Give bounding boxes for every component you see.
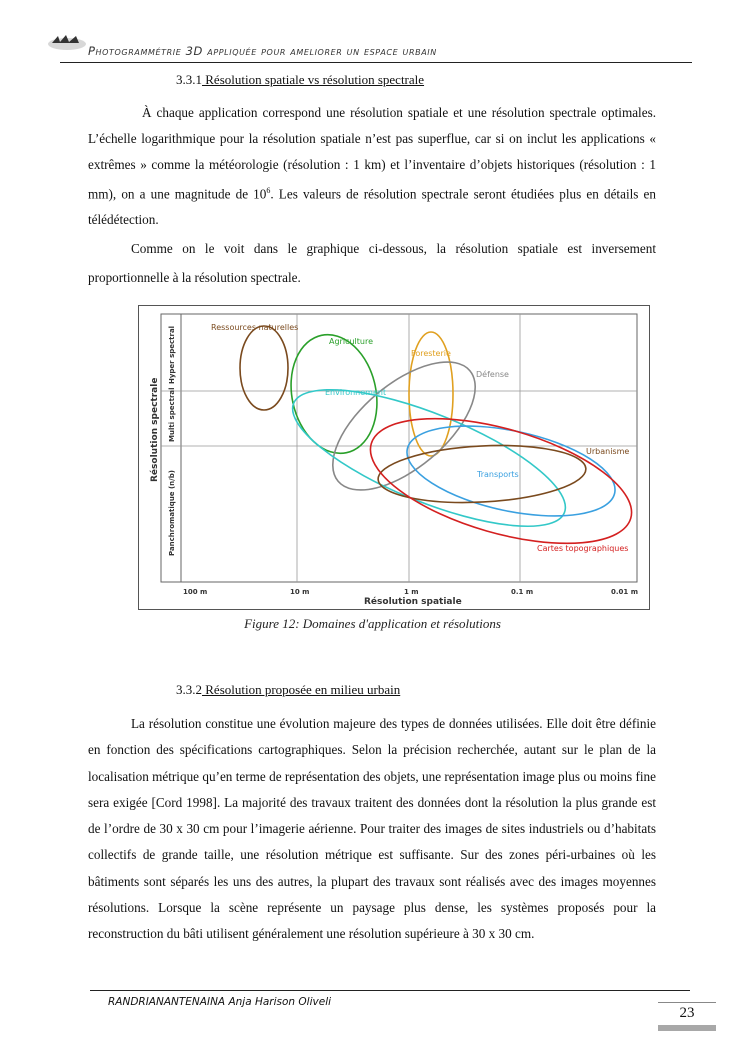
y-band-label: Panchromatique (n/b)	[168, 470, 176, 556]
label-agriculture: Agriculture	[329, 337, 373, 346]
plot-area	[161, 314, 637, 582]
paragraph-text-end: . Les valeurs de résolution spectrale seront étudiées plus en détails en télédétection.	[88, 186, 656, 228]
page-number-bar	[658, 1025, 716, 1031]
x-tick-label: 0.1 m	[511, 588, 534, 596]
y-band-label: Multi spectral	[168, 387, 176, 442]
label-cartes-topographiques: Cartes topographiques	[537, 544, 629, 553]
header-title: Photogrammétrie 3D appliquée pour ameliorer un espace urbain	[88, 44, 437, 58]
section-number: 3.3.1	[176, 72, 202, 87]
section-number: 3.3.2	[176, 682, 202, 697]
label-foresterie: Foresterie	[411, 349, 451, 358]
section-heading-3-3-1	[176, 72, 424, 88]
y-axis-label: Résolution spectrale	[150, 377, 160, 482]
paragraph-urban-resolution: La résolution constitue une évolution majeure des types de données utilisées. Elle doit être définie en fonction des spécifications cartographiques. Selon la précision recherchée, autant sur le plan de la localisation métrique qu’en terme de représentation des objets, une représentation image plus ou moins fine sera exigée [Cord 1998]. La majorité des travaux traitent des données dont la résolution la plus grande est de l’ordre de 30 x 30 cm pour l’imagerie aérienne. Pour traiter des images de sites industriels ou d’habitats collectifs de grande taille, une résolution métrique est suffisante. Sur des zones péri-urbaines où les bâtiments sont séparés les uns des autres, la plupart des travaux sont réalisés avec des images moyennes résolutions. Lorsque la scène représente un paysage plus dense, les systèmes proposés pour la reconstruction du bâti utilisent généralement une résolution supérieure à 30 x 30 cm.	[88, 716, 656, 942]
label-urbanisme: Urbanisme	[586, 447, 630, 456]
x-tick-label: 0.01 m	[611, 588, 639, 596]
x-tick-label: 1 m	[404, 588, 419, 596]
paragraph-resolution-intro	[88, 100, 656, 233]
footer-rule	[90, 990, 690, 991]
section-heading-3-3-2	[176, 682, 400, 698]
header-rule	[60, 62, 692, 63]
section-title: Résolution spatiale vs résolution spectrale	[202, 72, 425, 87]
x-axis-label: Résolution spatiale	[364, 597, 462, 607]
figure-caption: Figure 12: Domaines d'application et résolutions	[244, 616, 501, 631]
x-tick-label: 100 m	[183, 588, 208, 596]
y-band-label: Hyper spectral	[168, 325, 176, 384]
section-title: Résolution proposée en milieu urbain	[202, 682, 401, 697]
label-ressources-naturelles: Ressources naturelles	[211, 323, 299, 332]
label-defense: Défense	[476, 370, 509, 379]
paragraph-text: À chaque application correspond une résolution spatiale et une résolution spectrale optimales. L’échelle logarithmique pour la résolution spatiale n’est pas superflue, car si on inclut les applications « extrêmes » comme la météorologie (résolution : 1 km) et l’inventaire d’objets historiques (résolution : 1 mm), on a une magnitude de 10	[88, 105, 656, 202]
label-transports: Transports	[477, 470, 519, 479]
footer-author: RANDRIANANTENAINA Anja Harison Oliveli	[108, 996, 332, 1008]
resolution-diagram	[139, 306, 649, 609]
exponent: 6	[266, 186, 271, 195]
paragraph-inverse-proportion: Comme on le voit dans le graphique ci-dessous, la résolution spatiale est inversement proportionnelle à la résolution spectrale.	[88, 241, 656, 285]
x-tick-label: 10 m	[290, 588, 310, 596]
header-logo-icon	[46, 32, 88, 52]
label-environnement: Environnement	[325, 388, 387, 397]
page-number: 23	[679, 1005, 695, 1021]
page-number-rule	[658, 1002, 716, 1003]
